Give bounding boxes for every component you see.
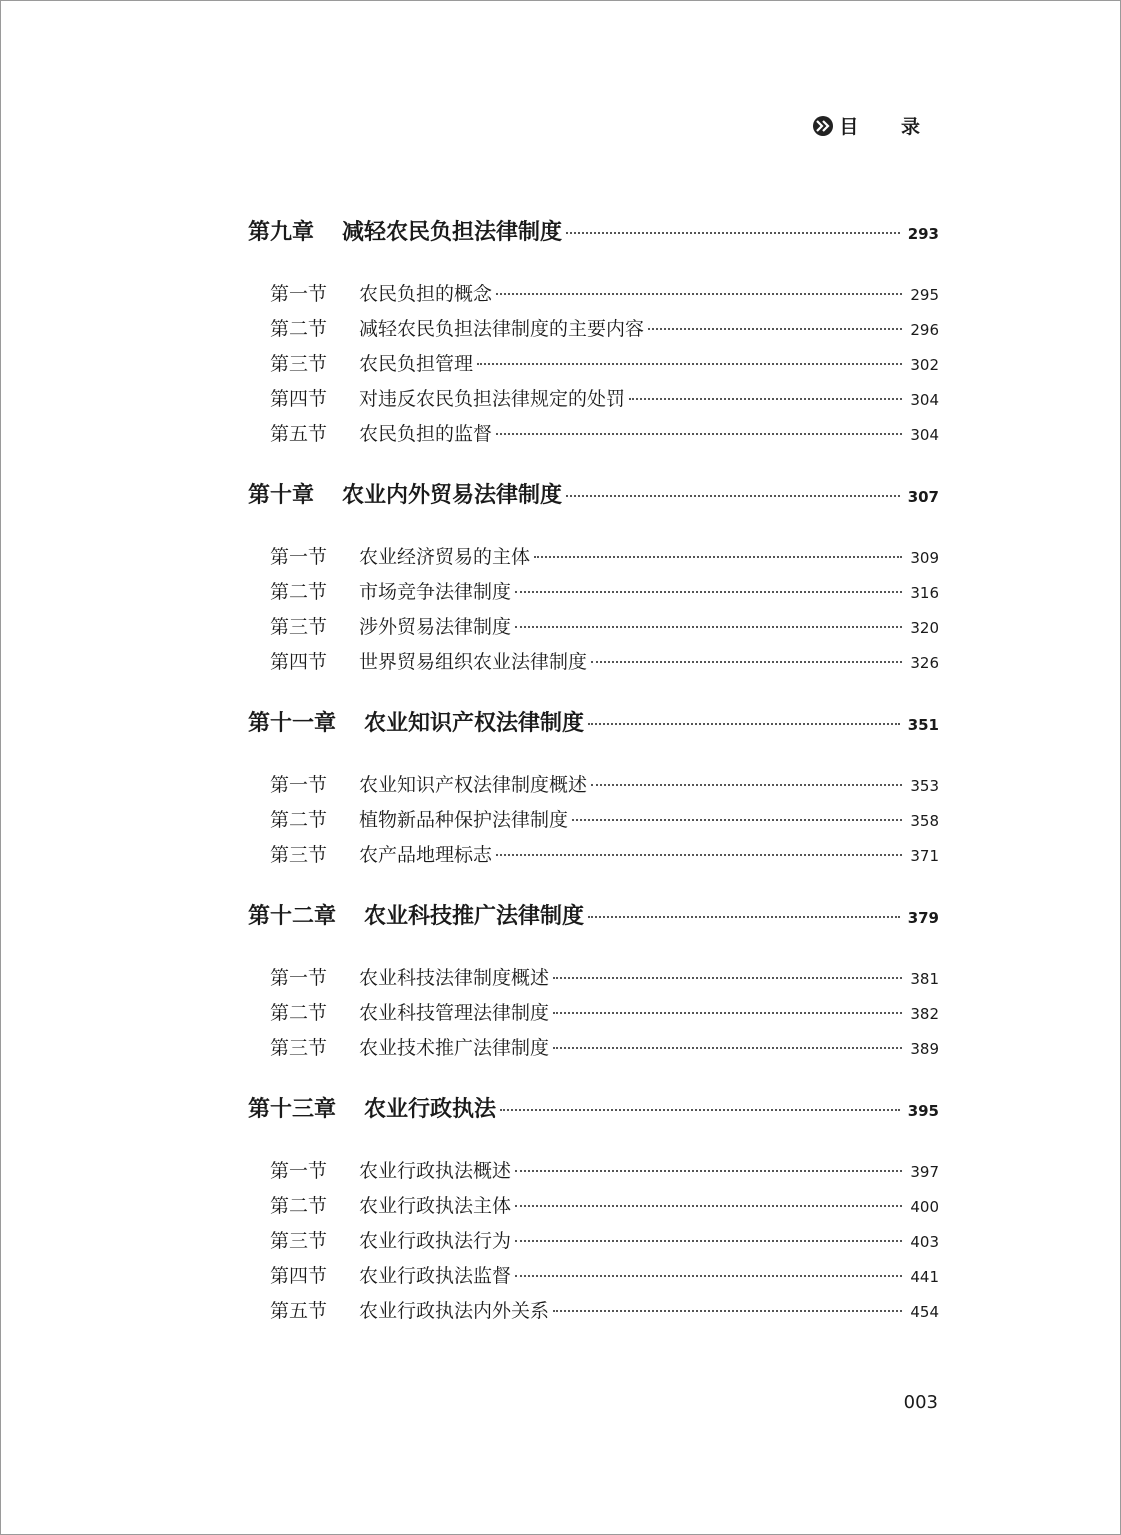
entry-page-number: 316 — [910, 584, 939, 602]
dot-leader — [496, 432, 902, 435]
dot-leader — [515, 1204, 902, 1207]
entry-title: 世界贸易组织农业法律制度 — [359, 651, 588, 673]
entry-title: 农民负担管理 — [359, 353, 474, 375]
toc-section-entry[interactable] — [248, 612, 939, 647]
entry-title: 农业知识产权法律制度概述 — [359, 774, 588, 796]
entry-title: 农业行政执法内外关系 — [359, 1300, 550, 1322]
entry-page-number: 358 — [910, 812, 939, 830]
toc-section-entry[interactable] — [248, 840, 939, 875]
entry-page-number: 379 — [907, 909, 939, 927]
toc-section-entry[interactable] — [248, 770, 939, 805]
dot-leader — [588, 915, 900, 918]
entry-title: 农业行政执法主体 — [359, 1195, 512, 1217]
entry-title: 农业行政执法概述 — [359, 1160, 512, 1182]
entry-page-number: 309 — [910, 549, 939, 567]
entry-page-number: 382 — [910, 1005, 939, 1023]
entry-title: 农业行政执法 — [364, 1096, 497, 1122]
entry-page-number: 353 — [910, 777, 939, 795]
entry-number: 第五节 — [270, 1300, 328, 1322]
running-header — [813, 112, 938, 139]
entry-title: 农业经济贸易的主体 — [359, 546, 531, 568]
entry-number: 第一节 — [270, 967, 328, 989]
dot-leader — [553, 1309, 902, 1312]
entry-number: 第四节 — [270, 1265, 328, 1287]
entry-number: 第十一章 — [248, 710, 337, 736]
entry-page-number: 307 — [907, 488, 939, 506]
entry-number: 第十章 — [248, 482, 315, 508]
dot-leader — [648, 327, 902, 330]
entry-title: 减轻农民负担法律制度的主要内容 — [359, 318, 645, 340]
toc-section-entry[interactable] — [248, 1226, 939, 1261]
entry-page-number: 403 — [910, 1233, 939, 1251]
dot-leader — [515, 1169, 902, 1172]
entry-number: 第一节 — [270, 283, 328, 305]
toc-chapter-entry[interactable] — [248, 1092, 939, 1132]
entry-page-number: 371 — [910, 847, 939, 865]
entry-title: 减轻农民负担法律制度 — [342, 219, 563, 245]
dot-leader — [572, 818, 902, 821]
entry-number: 第四节 — [270, 651, 328, 673]
toc-section-entry[interactable] — [248, 1156, 939, 1191]
toc-section-entry[interactable] — [248, 1033, 939, 1068]
entry-number: 第五节 — [270, 423, 328, 445]
entry-title: 农民负担的概念 — [359, 283, 493, 305]
dot-leader — [588, 722, 900, 725]
entry-title: 农产品地理标志 — [359, 844, 493, 866]
entry-number: 第二节 — [270, 809, 328, 831]
toc-section-entry[interactable] — [248, 963, 939, 998]
entry-page-number: 295 — [910, 286, 939, 304]
entry-number: 第三节 — [270, 353, 328, 375]
entry-number: 第三节 — [270, 1037, 328, 1059]
dot-leader — [496, 292, 902, 295]
toc-chapter-entry[interactable] — [248, 706, 939, 746]
toc-section-entry[interactable] — [248, 542, 939, 577]
entry-number: 第一节 — [270, 774, 328, 796]
dot-leader — [591, 783, 902, 786]
entry-page-number: 381 — [910, 970, 939, 988]
entry-page-number: 395 — [907, 1102, 939, 1120]
entry-title: 农业行政执法监督 — [359, 1265, 512, 1287]
entry-title: 农业科技推广法律制度 — [364, 903, 585, 929]
entry-page-number: 441 — [910, 1268, 939, 1286]
toc-section-entry[interactable] — [248, 314, 939, 349]
toc-section-entry[interactable] — [248, 384, 939, 419]
entry-page-number: 302 — [910, 356, 939, 374]
toc-section-entry[interactable] — [248, 1261, 939, 1296]
entry-number: 第二节 — [270, 581, 328, 603]
dot-leader — [500, 1108, 900, 1111]
dot-leader — [496, 853, 902, 856]
entry-title: 农业技术推广法律制度 — [359, 1037, 550, 1059]
entry-page-number: 389 — [910, 1040, 939, 1058]
entry-number: 第十三章 — [248, 1096, 337, 1122]
entry-title: 对违反农民负担法律规定的处罚 — [359, 388, 626, 410]
entry-page-number: 351 — [907, 716, 939, 734]
dot-leader — [566, 494, 900, 497]
entry-page-number: 397 — [910, 1163, 939, 1181]
dot-leader — [515, 1274, 902, 1277]
dot-leader — [591, 660, 902, 663]
entry-page-number: 293 — [907, 225, 939, 243]
toc-section-entry[interactable] — [248, 1191, 939, 1226]
entry-number: 第九章 — [248, 219, 315, 245]
dot-leader — [534, 555, 902, 558]
double-chevron-right-icon — [813, 116, 833, 136]
toc-section-entry[interactable] — [248, 1296, 939, 1331]
entry-number: 第二节 — [270, 318, 328, 340]
toc-chapter-entry[interactable] — [248, 899, 939, 939]
dot-leader — [553, 1011, 902, 1014]
toc-section-entry[interactable] — [248, 349, 939, 384]
entry-page-number: 326 — [910, 654, 939, 672]
entry-title: 植物新品种保护法律制度 — [359, 809, 569, 831]
dot-leader — [553, 976, 902, 979]
entry-number: 第三节 — [270, 1230, 328, 1252]
entry-title: 市场竞争法律制度 — [359, 581, 512, 603]
entry-title: 农业知识产权法律制度 — [364, 710, 585, 736]
entry-number: 第二节 — [270, 1195, 328, 1217]
entry-title: 农业科技管理法律制度 — [359, 1002, 550, 1024]
entry-page-number: 454 — [910, 1303, 939, 1321]
dot-leader — [515, 625, 902, 628]
toc-chapter-entry[interactable] — [248, 215, 939, 255]
toc-section-entry[interactable] — [248, 805, 939, 840]
table-of-contents — [248, 215, 939, 1331]
entry-page-number: 320 — [910, 619, 939, 637]
entry-title: 涉外贸易法律制度 — [359, 616, 512, 638]
entry-number: 第十二章 — [248, 903, 337, 929]
toc-section-entry[interactable] — [248, 279, 939, 314]
entry-title: 农民负担的监督 — [359, 423, 493, 445]
toc-chapter-entry[interactable] — [248, 478, 939, 518]
dot-leader — [515, 1239, 902, 1242]
toc-section-entry[interactable] — [248, 998, 939, 1033]
entry-page-number: 296 — [910, 321, 939, 339]
page-number: 003 — [903, 1392, 938, 1413]
entry-page-number: 304 — [910, 426, 939, 444]
toc-section-entry[interactable] — [248, 419, 939, 454]
entry-number: 第一节 — [270, 1160, 328, 1182]
dot-leader — [553, 1046, 902, 1049]
entry-page-number: 304 — [910, 391, 939, 409]
dot-leader — [629, 397, 902, 400]
toc-section-entry[interactable] — [248, 577, 939, 612]
entry-title: 农业科技法律制度概述 — [359, 967, 550, 989]
toc-section-entry[interactable] — [248, 647, 939, 682]
entry-number: 第四节 — [270, 388, 328, 410]
entry-title: 农业内外贸易法律制度 — [342, 482, 563, 508]
entry-number: 第一节 — [270, 546, 328, 568]
dot-leader — [477, 362, 902, 365]
dot-leader — [515, 590, 902, 593]
entry-number: 第三节 — [270, 844, 328, 866]
entry-page-number: 400 — [910, 1198, 939, 1216]
header-title: 目 录 — [839, 116, 938, 138]
entry-number: 第二节 — [270, 1002, 328, 1024]
dot-leader — [566, 231, 900, 234]
entry-number: 第三节 — [270, 616, 328, 638]
entry-title: 农业行政执法行为 — [359, 1230, 512, 1252]
